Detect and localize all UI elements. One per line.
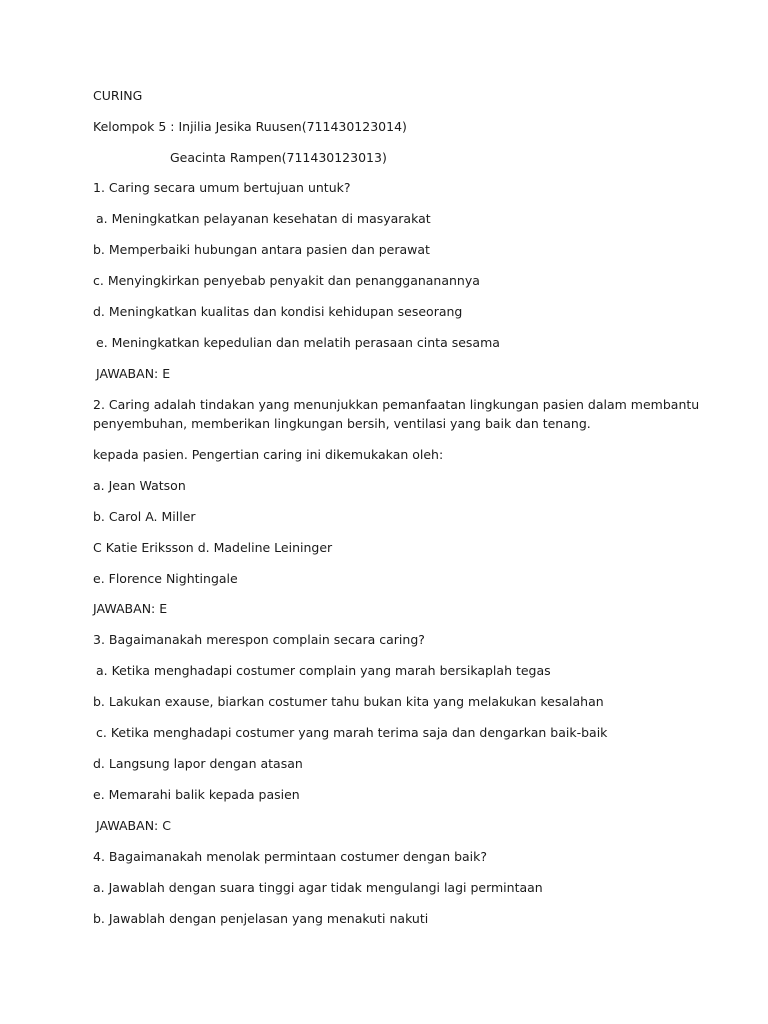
document-title: CURING: [93, 88, 143, 103]
q3-option-a: a. Ketika menghadapi costumer complain yang marah bersikaplah tegas: [96, 663, 551, 678]
q2-option-e: e. Florence Nightingale: [93, 571, 238, 586]
q2-answer: JAWABAN: E: [93, 601, 168, 616]
q3-option-c: c. Ketika menghadapi costumer yang marah terima saja dan dengarkan baik-baik: [96, 725, 608, 740]
q1-option-a: a. Meningkatkan pelayanan kesehatan di masyarakat: [96, 211, 431, 226]
q2-option-a: a. Jean Watson: [93, 478, 186, 493]
q3-option-b: b. Lakukan exause, biarkan costumer tahu bukan kita yang melakukan kesalahan: [93, 694, 604, 709]
question-3: 3. Bagaimanakah merespon complain secara caring?: [93, 632, 425, 647]
question-2-line-3: kepada pasien. Pengertian caring ini dikemukakan oleh:: [93, 447, 444, 462]
q4-option-a: a. Jawablah dengan suara tinggi agar tidak mengulangi lagi permintaan: [93, 880, 543, 895]
question-2-line-1: 2. Caring adalah tindakan yang menunjukkan pemanfaatan lingkungan pasien dalam membantu: [93, 397, 700, 412]
question-4: 4. Bagaimanakah menolak permintaan costumer dengan baik?: [93, 849, 488, 864]
question-1: 1. Caring secara umum bertujuan untuk?: [93, 180, 351, 195]
q1-option-b: b. Memperbaiki hubungan antara pasien dan perawat: [93, 242, 430, 257]
q4-option-b: b. Jawablah dengan penjelasan yang menakuti nakuti: [93, 911, 429, 926]
group-members-line: Kelompok 5 : Injilia Jesika Ruusen(711430123014): [93, 119, 407, 134]
q2-option-c-d: C Katie Eriksson d. Madeline Leininger: [93, 540, 333, 555]
q3-answer: JAWABAN: C: [96, 818, 171, 833]
q1-option-e: e. Meningkatkan kepedulian dan melatih perasaan cinta sesama: [96, 335, 500, 350]
question-2-line-2: penyembuhan, memberikan lingkungan bersih, ventilasi yang baik dan tenang.: [93, 416, 591, 431]
q3-option-d: d. Langsung lapor dengan atasan: [93, 756, 303, 771]
group-member-2: Geacinta Rampen(711430123013): [170, 150, 387, 165]
q1-option-d: d. Meningkatkan kualitas dan kondisi kehidupan seseorang: [93, 304, 463, 319]
q1-option-c: c. Menyingkirkan penyebab penyakit dan penanggananannya: [93, 273, 480, 288]
q1-answer: JAWABAN: E: [96, 366, 171, 381]
q2-option-b: b. Carol A. Miller: [93, 509, 196, 524]
q3-option-e: e. Memarahi balik kepada pasien: [93, 787, 300, 802]
